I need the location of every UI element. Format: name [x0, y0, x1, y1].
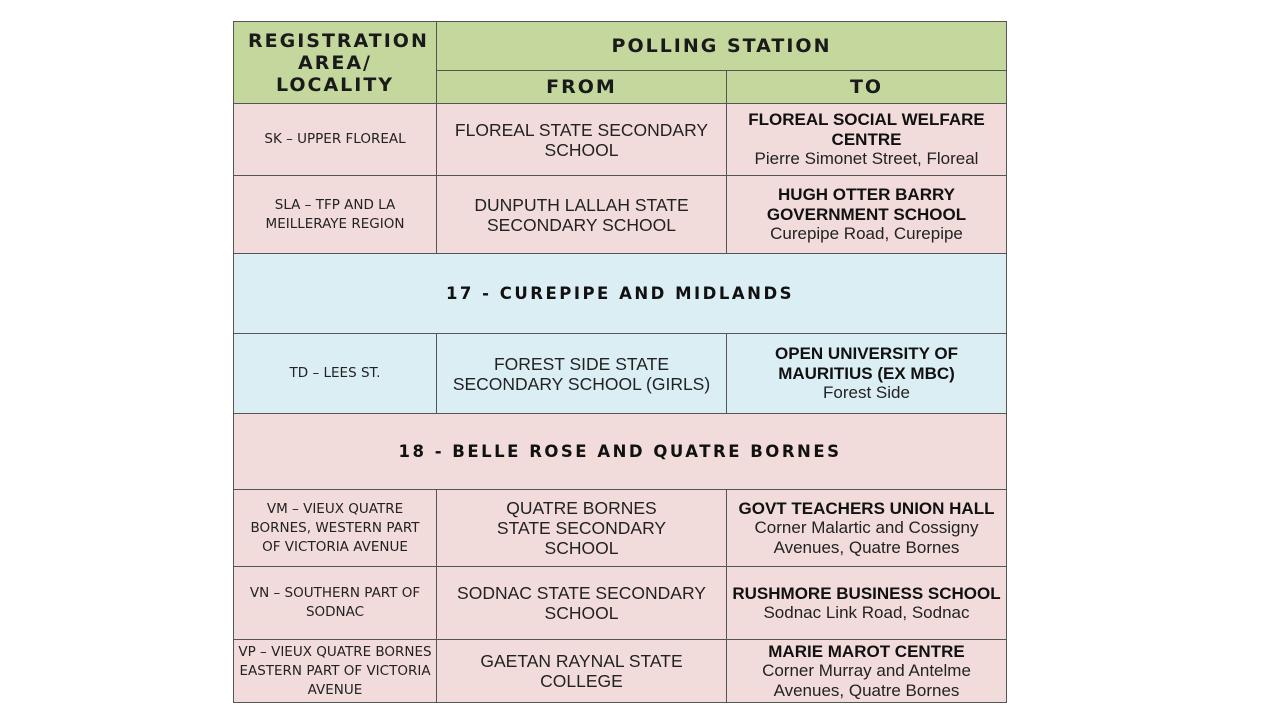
- to-station-name: MARIE MAROT CENTRE: [768, 641, 965, 661]
- to-station-address: Pierre Simonet Street, Floreal: [754, 149, 979, 169]
- table-row: [234, 104, 1007, 176]
- locality-cell: VN – SOUTHERN PART OF SODNAC: [234, 567, 437, 640]
- from-station-cell: SODNAC STATE SECONDARY SCHOOL: [437, 567, 727, 640]
- from-station-cell: GAETAN RAYNAL STATE COLLEGE: [437, 640, 727, 703]
- locality-cell: VP – VIEUX QUATRE BORNES EASTERN PART OF VICTORIA AVENUE: [234, 640, 437, 703]
- to-station-name: RUSHMORE BUSINESS SCHOOL: [732, 583, 1001, 603]
- to-station-cell: [727, 640, 1007, 703]
- to-station-cell: [727, 567, 1007, 640]
- to-station-address: Sodnac Link Road, Sodnac: [763, 603, 970, 622]
- section-row: [234, 414, 1007, 490]
- to-station-address: Curepipe Road, Curepipe: [770, 224, 963, 244]
- section-row: [234, 254, 1007, 334]
- to-station-cell: [727, 334, 1007, 414]
- table-row: [234, 334, 1007, 414]
- to-header: TO: [727, 71, 1007, 104]
- to-station-cell: [727, 176, 1007, 254]
- from-header: FROM: [437, 71, 727, 104]
- locality-cell: SLA – TFP AND LA MEILLERAYE REGION: [234, 176, 437, 254]
- registration-area-header: REGISTRATION AREA/ LOCALITY: [234, 22, 437, 104]
- to-station-name: HUGH OTTER BARRY GOVERNMENT SCHOOL: [766, 185, 967, 224]
- from-station-cell: DUNPUTH LALLAH STATE SECONDARY SCHOOL: [437, 176, 727, 254]
- section-title: 17 - CUREPIPE AND MIDLANDS: [234, 254, 1007, 334]
- from-station-cell: QUATRE BORNES STATE SECONDARY SCHOOL: [437, 490, 727, 567]
- polling-station-table: [233, 21, 1007, 703]
- section-title: 18 - BELLE ROSE AND QUATRE BORNES: [234, 414, 1007, 490]
- table-row: [234, 567, 1007, 640]
- to-station-cell: [727, 104, 1007, 176]
- from-station-cell: FOREST SIDE STATE SECONDARY SCHOOL (GIRLS): [437, 334, 727, 414]
- table-row: [234, 490, 1007, 567]
- to-station-address: Forest Side: [823, 383, 910, 403]
- to-station-cell: [727, 490, 1007, 567]
- to-station-name: GOVT TEACHERS UNION HALL: [738, 498, 995, 518]
- to-station-address: Corner Murray and Antelme Avenues, Quatre Bornes: [762, 661, 971, 700]
- locality-cell: TD – LEES ST.: [234, 334, 437, 414]
- to-station-address: Corner Malartic and Cossigny Avenues, Quatre Bornes: [754, 518, 979, 557]
- table-row: [234, 640, 1007, 703]
- table-row: [234, 176, 1007, 254]
- from-station-cell: FLOREAL STATE SECONDARY SCHOOL: [437, 104, 727, 176]
- polling-station-header: POLLING STATION: [437, 22, 1007, 71]
- to-station-name: FLOREAL SOCIAL WELFARE CENTRE: [748, 110, 985, 149]
- locality-cell: SK – UPPER FLOREAL: [234, 104, 437, 176]
- locality-cell: VM – VIEUX QUATRE BORNES, WESTERN PART OF VICTORIA AVENUE: [234, 490, 437, 567]
- to-station-name: OPEN UNIVERSITY OF MAURITIUS (EX MBC): [775, 344, 958, 383]
